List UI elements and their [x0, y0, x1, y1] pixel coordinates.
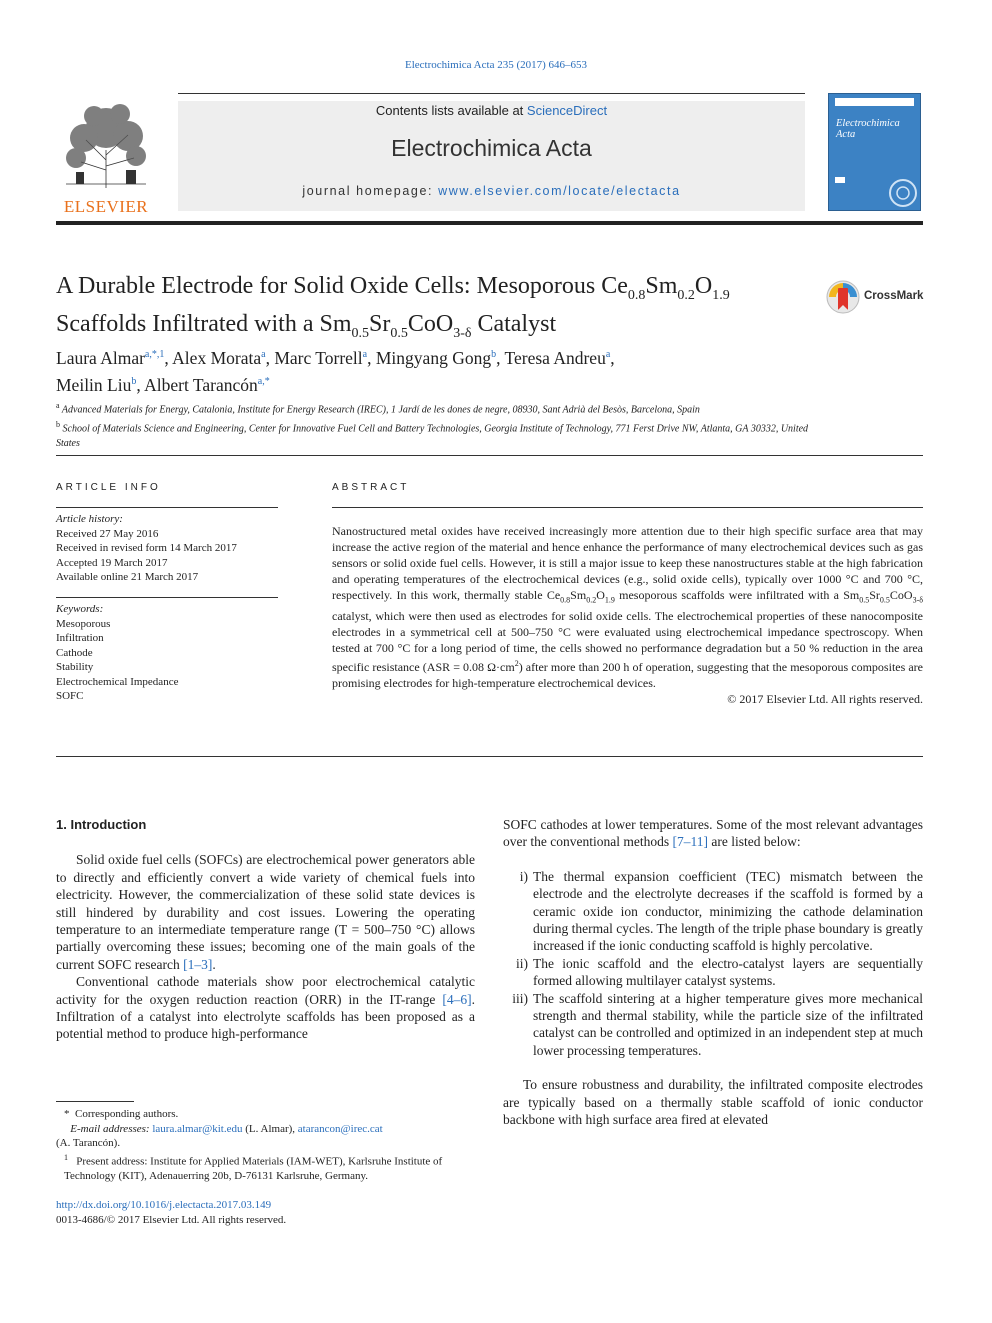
keyword: SOFC: [56, 690, 84, 702]
info-heading-rule: [56, 507, 278, 508]
journal-header: [178, 101, 805, 211]
keyword: Mesoporous: [56, 617, 111, 630]
reference-link[interactable]: [7–11]: [672, 834, 708, 850]
journal-citation[interactable]: Electrochimica Acta 235 (2017) 646–653: [404, 59, 588, 71]
section-heading: 1. Introduction: [56, 817, 147, 832]
journal-name: Electrochimica Acta: [391, 135, 592, 161]
footnote-rule: [56, 1101, 134, 1102]
abstract-bottom-rule: [56, 756, 923, 757]
history-item: Received in revised form 14 March 2017: [56, 542, 237, 554]
abstract-copyright: © 2017 Elsevier Ltd. All rights reserved.: [727, 692, 923, 707]
contents-line: Contents lists available at ScienceDirect: [375, 103, 608, 118]
crossmark-label: CrossMark: [864, 290, 924, 302]
keyword: Cathode: [56, 646, 93, 659]
history-item: Available online 21 March 2017: [56, 571, 199, 583]
homepage-line: journal homepage: www.elsevier.com/locate/electacta: [302, 184, 681, 198]
elsevier-tree-icon: [56, 100, 156, 192]
keyword: Infiltration: [56, 632, 104, 644]
body-column-left: [56, 816, 475, 1043]
paragraph: Solid oxide fuel cells (SOFCs) are electrochemical power generators able to directly and efficiently convert a wide variety of chemical fuels into electricity. However, the commercialization of these solid state devices is still hindered by durability and cost issues. Lowering the operating temperature to an intermediate temperature range (T = 500–750 °C) allows partially overcoming these issues; becoming one of the main goals of the current SOFC research [1–3].: [56, 852, 475, 972]
affiliation: $^b$ School of Materials Science and Engineering, Center for Innovative Fuel Cell and Battery Technologies, Georgia Institute of Technology, 771 Ferst Drive NW, Atlanta, GA 30332, United States: [56, 419, 809, 449]
keywords-rule: [56, 597, 278, 598]
page-footer: http://dx.doi.org/10.1016/j.electacta.2017.03.149 0013-4686/© 2017 Elsevier Ltd. All rights reserved.: [56, 1199, 287, 1226]
header-top-rule: [178, 93, 805, 94]
crossmark-badge[interactable]: [826, 280, 926, 316]
doi-link[interactable]: http://dx.doi.org/10.1016/j.electacta.2017.03.149: [56, 1199, 272, 1211]
elsevier-wordmark: ELSEVIER: [63, 197, 149, 216]
article-title: A Durable Electrode for Solid Oxide Cells: Mesoporous $Ce_{0.8}Sm_{0.2}O_{1.9}$ Scaffolds Infiltrated with a $Sm_{0.5}Sr_{0.5}CoO_{3-\delta}$ Catalyst: [56, 273, 730, 341]
paragraph: SOFC cathodes at lower temperatures. Some of the most relevant advantages over the conventional methods [7–11] are listed below:: [503, 817, 923, 850]
author[interactable]: Albert Tarancón$^{a,*}$: [144, 374, 270, 395]
author[interactable]: Marc Torrell$^a$: [274, 347, 368, 368]
list-item: i) The thermal expansion coefficient (TEC) mismatch between the electrode and the electrolyte decreases if the scaffold is formed by a ceramic oxide ion conductor, minimizing the cathode delamination during thermal cycles. The length of the triple phase boundary is greatly increased if the ionic conducting scaffold is highly percolative.: [519, 868, 923, 954]
author-list: Laura Almar$^{a,*,1}$, Alex Morata$^a$, Marc Torrell$^a$, Mingyang Gong$^b$, Teresa Andreu$^a$, Meilin Liu$^b$, Albert Tarancón$^{a,*}$: [56, 347, 615, 395]
keywords: Keywords: Mesoporous Infiltration Cathode Stability Electrochemical Impedance SOFC: [56, 602, 278, 704]
author[interactable]: Teresa Andreu$^a$: [504, 347, 611, 368]
paragraph: To ensure robustness and durability, the infiltrated composite electrodes are typically based on a thermally stable scaffold of ionic conductor backbone with high surface area fired at elevated: [503, 1077, 923, 1128]
history-item: Received 27 May 2016: [56, 527, 159, 540]
crossmark-icon: [826, 280, 860, 314]
author[interactable]: Meilin Liu$^b$: [56, 374, 137, 395]
sciencedirect-link[interactable]: ScienceDirect: [526, 103, 608, 118]
keyword: Stability: [56, 661, 94, 673]
author[interactable]: Alex Morata$^a$: [172, 347, 266, 368]
list-item: ii) The ionic scaffold and the electro-catalyst layers are sequentially formed allowing multilayer catalyst systems.: [516, 955, 923, 989]
footnotes: * Corresponding authors. E-mail addresses: laura.almar@kit.edu (L. Almar), atarancon@irec.cat (A. Tarancón). $^1$ Present address: Institute for Applied Materials (IAM-WET), Karlsruhe Institute of Technology (KIT), Adenauerring 20b, D-76131 Karlsruhe, Germany.: [56, 1108, 443, 1182]
header-bottom-rule: [56, 221, 923, 225]
journal-cover-thumbnail[interactable]: [828, 93, 921, 211]
abstract-heading-rule: [332, 507, 923, 508]
affiliations: [56, 399, 816, 451]
history-item: Accepted 19 March 2017: [56, 556, 168, 569]
info-top-rule: [56, 455, 923, 456]
abstract-heading: ABSTRACT: [332, 482, 410, 493]
author[interactable]: Mingyang Gong$^b$: [375, 347, 497, 368]
body-column-right: [503, 816, 923, 1129]
list-item: iii) The scaffold sintering at a higher temperature gives more mechanical strength and thermal stability, while the particle size of the infiltrated catalyst can be controlled and optimized in an independent step at much lower processing temperatures.: [512, 990, 923, 1058]
article-info-heading: ARTICLE INFO: [56, 482, 161, 493]
article-history: Article history: Received 27 May 2016 Received in revised form 14 March 2017 Accepted 19 March 2017 Available online 21 March 2017: [56, 512, 278, 585]
paragraph: Conventional cathode materials show poor electrochemical catalytic activity for the oxygen reduction reaction (ORR) in the IT-range [4–6]. Infiltration of a catalyst into electrolyte scaffolds has been proposed as a potential method to produce high-performance: [56, 974, 475, 1042]
reference-link[interactable]: [4–6]: [442, 991, 472, 1007]
abstract-text: Nanostructured metal oxides have received increasingly more attention due to their high specific surface area that may increase the active region of the material and hence enhance the performance of many electrochemical devices such as gas sensors or solid oxide fuel cells. However, it is still a major issue to keep these nanostructures stable at the high fabrication and operating temperatures of the electrochemical devices (e.g., solid oxide cells), typically over 1000 °C and 700 °C, respectively. In this work, thermally stable $Ce_{0.8}Sm_{0.2}O_{1.9}$ mesoporous scaffolds were infiltrated with a $Sm_{0.5}Sr_{0.5}CoO_{3-\delta}$ catalyst, which were then used as electrodes for solid oxide cells. The electrochemical properties of these nanocomposite electrodes in a symmetrical cell at 500–750 °C were evaluated using electrochemical impedance spectroscopy. When tested at 700 °C for a long period of time, the cells showed no performance degradation but a 50 % reduction in the area specific resistance (ASR = 0.08 $\Omega\cdot cm^2$) after more than 200 h of operation, suggesting that the mesoporous composites are promising electrodes for high-temperature electrochemical devices. © 2017 Elsevier Ltd. All rights reserved.: [332, 524, 923, 707]
email-link[interactable]: atarancon@irec.cat: [297, 1122, 383, 1135]
cover-title: Electrochimica Acta: [836, 118, 900, 140]
reference-link[interactable]: [1–3]: [183, 956, 213, 972]
author[interactable]: Laura Almar$^{a,*,1}$: [56, 347, 165, 368]
keyword: Electrochemical Impedance: [56, 675, 179, 688]
affiliation: $^a$ Advanced Materials for Energy, Catalonia, Institute for Energy Research (IREC), 1 Jardí de les dones de negre, 08930, Sant Adrià del Besòs, Barcelona, Spain: [56, 401, 700, 416]
elsevier-logo: [56, 100, 156, 216]
cover-decoration-icon: [829, 149, 920, 209]
email-link[interactable]: laura.almar@kit.edu: [152, 1122, 243, 1135]
homepage-link[interactable]: www.elsevier.com/locate/electacta: [438, 184, 681, 198]
